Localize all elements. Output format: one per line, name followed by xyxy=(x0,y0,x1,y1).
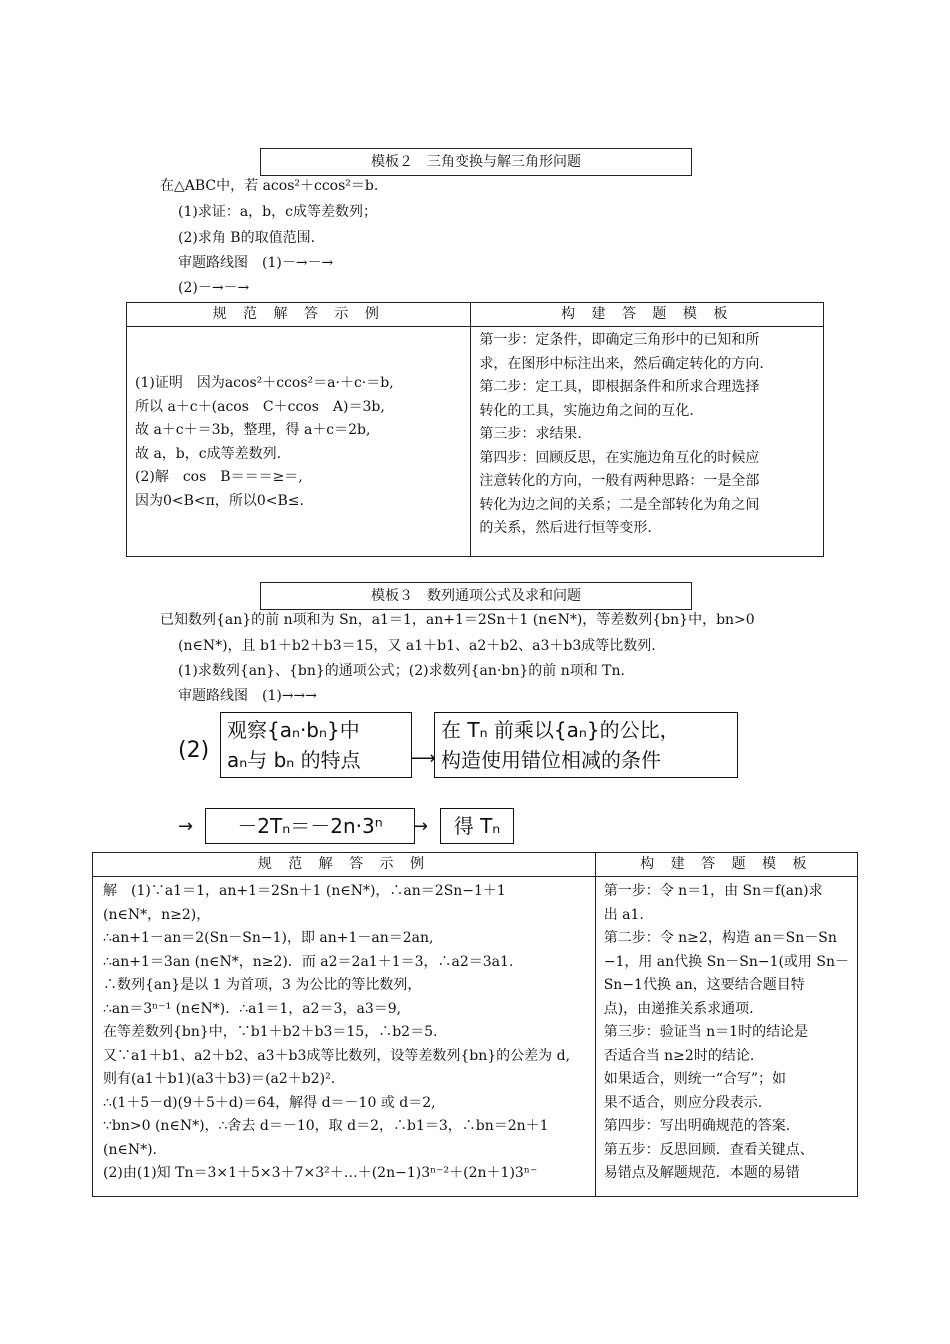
template2-table xyxy=(126,302,824,557)
solution-line: 则有(a1＋b1)(a3＋b3)＝(a2＋b2)². xyxy=(103,1071,336,1087)
solution-line: 又∵a1＋b1、a2＋b2、a3＋b3成等比数列，设等差数列{bn}的公差为 d, xyxy=(103,1047,571,1064)
solution-line: 故 a，b，c成等差数列. xyxy=(135,445,282,462)
template-line: −1，用 an代换 Sn－Sn−1(或用 Sn－ xyxy=(603,953,849,970)
template-line: 出 a1. xyxy=(603,906,644,923)
template-line: 的关系，然后进行恒等变形. xyxy=(479,520,652,536)
flow-box-multiply-line1: 在 Tₙ 前乘以{aₙ}的公比， xyxy=(441,718,680,742)
flow-box-observe-line1: 观察{aₙ·bₙ}中 xyxy=(227,718,360,742)
solution-line: (1)证明 因为acos²＋ccos²＝a·＋c·＝b, xyxy=(135,375,394,391)
flow-label: (2) xyxy=(178,738,210,763)
template2-problem-stem: 在△ABC中，若 acos²＋ccos²＝b. xyxy=(160,178,379,194)
template-line: 转化的工具，实施边角之间的互化. xyxy=(479,402,694,419)
solution-line: ∴数列{an}是以 1 为首项，3 为公比的等比数列， xyxy=(103,977,422,993)
template2-route-2: (2)－→－→ xyxy=(178,280,250,296)
template2-steps xyxy=(471,327,823,543)
template-line: 注意转化的方向，一般有两种思路：一是全部 xyxy=(479,473,760,489)
solution-line: 因为0<B<π，所以0<B≤. xyxy=(135,492,304,509)
solution-line: 解 (1)∵a1＝1，an+1＝2Sn＋1 (n∈N*)，∴an＝2Sn−1＋1 xyxy=(103,883,506,899)
solution-line: ∴(1＋5－d)(9＋5＋d)＝64，解得 d＝－10 或 d＝2, xyxy=(103,1094,436,1111)
solution-line: 故 a＋c＋＝3b，整理，得 a＋c＝2b, xyxy=(135,422,371,438)
solution-line: ∵bn>0 (n∈N*)，∴舍去 d＝－10，取 d＝2，∴b1＝3，∴bn＝2n＋1 xyxy=(103,1118,549,1134)
solution-line: ∴an+1＝3an (n∈N*，n≥2)．而 a2＝2a1＋1＝3，∴a2＝3a1. xyxy=(103,953,514,970)
arrow-right-icon: → xyxy=(413,816,429,837)
template3-steps xyxy=(596,877,857,1188)
flow-box-result: 得 Tₙ xyxy=(440,808,514,844)
arrow-right-icon: → xyxy=(178,816,194,837)
template3-left-header: 规 范 解 答 示 例 xyxy=(257,856,430,872)
template-line: 第四步：写出明确规范的答案. xyxy=(603,1118,791,1134)
template-line: 转化为边之间的关系；二是全部转化为角之间 xyxy=(479,496,760,513)
template-line: 求，在图形中标注出来，然后确定转化的方向. xyxy=(479,355,764,372)
template-line: 第五步：反思回顾．查看关键点、 xyxy=(603,1141,814,1158)
template-line: Sn−1代换 an，这要结合题目特 xyxy=(603,977,805,993)
template2-right-header: 构 建 答 题 模 板 xyxy=(561,306,734,322)
template-line: 点)，由递推关系求通项. xyxy=(603,1000,754,1017)
flow-box-observe-line2: aₙ与 bₙ 的特点 xyxy=(227,748,361,772)
solution-line: 所以 a＋c＋(acos C＋ccos A)＝3b, xyxy=(135,398,385,415)
template-line: 否适合当 n≥2时的结论. xyxy=(603,1047,755,1064)
template-line: 第二步：令 n≥2，构造 an＝Sn－Sn xyxy=(603,930,837,946)
template3-table xyxy=(92,852,858,1197)
solution-line: ∴an+1－an＝2(Sn－Sn−1)，即 an+1－an＝2an, xyxy=(103,930,434,946)
flow-box-equation: －2Tₙ＝－2n·3ⁿ xyxy=(205,808,415,844)
template-line: 第三步：求结果. xyxy=(479,426,582,442)
template-line: 果不适合，则应分段表示. xyxy=(603,1094,763,1111)
flow-box-observe xyxy=(220,712,412,778)
template2-left-header: 规 范 解 答 示 例 xyxy=(212,306,385,322)
template3-solution xyxy=(93,877,595,1188)
template3-problem-line1: 已知数列{an}的前 n项和为 Sn，a1＝1，an+1＝2Sn＋1 (n∈N*)，等差数列{bn}中，bn>0 xyxy=(160,612,755,628)
template2-problem-part2: (2)求角 B的取值范围. xyxy=(178,230,316,246)
template3-right-header: 构 建 答 题 模 板 xyxy=(640,856,813,872)
template-line: 第一步：定条件，即确定三角形中的已知和所 xyxy=(479,332,760,348)
flow-box-multiply-line2: 构造使用错位相减的条件 xyxy=(441,748,661,772)
template-line: 第一步：令 n＝1，由 Sn＝f(an)求 xyxy=(603,883,823,899)
solution-line: (n∈N*，n≥2)， xyxy=(103,906,211,923)
template3-route-1: 审题路线图 (1)→→→ xyxy=(178,688,318,704)
solution-line: (n∈N*). xyxy=(103,1141,158,1158)
template-line: 第四步：回顾反思，在实施边角互化的时候应 xyxy=(479,449,760,466)
flow-box-multiply xyxy=(434,712,738,778)
template2-title: 模板２ 三角变换与解三角形问题 xyxy=(260,148,692,176)
template-line: 易错点及解题规范．本题的易错 xyxy=(603,1165,800,1181)
solution-line: ∴an＝3ⁿ⁻¹ (n∈N*)．∴a1＝1，a2＝3，a3＝9, xyxy=(103,1000,402,1017)
template3-problem-line2: (n∈N*)，且 b1＋b2＋b3＝15，又 a1＋b1、a2＋b2、a3＋b3成等比数列. xyxy=(178,638,656,654)
template2-route-1: 审题路线图 (1)－→－→ xyxy=(178,255,334,271)
template-line: 第三步：验证当 n＝1时的结论是 xyxy=(603,1024,809,1040)
arrow-right-icon: ⟶ xyxy=(410,748,436,769)
template-line: 如果适合，则统一“合写”；如 xyxy=(603,1071,787,1087)
template-line: 第二步：定工具，即根据条件和所求合理选择 xyxy=(479,379,760,395)
template2-solution xyxy=(127,368,470,515)
solution-line: (2)由(1)知 Tn＝3×1＋5×3＋7×3²＋…＋(2n−1)3ⁿ⁻²＋(2n＋1)3ⁿ⁻ xyxy=(103,1165,538,1181)
template3-problem-line3: (1)求数列{an}、{bn}的通项公式；(2)求数列{an·bn}的前 n项和 Tn. xyxy=(178,663,625,679)
solution-line: (2)解 cos B＝＝＝≥＝, xyxy=(135,469,303,485)
solution-line: 在等差数列{bn}中，∵b1＋b2＋b3＝15，∴b2＝5. xyxy=(103,1024,438,1040)
template3-title: 模板３ 数列通项公式及求和问题 xyxy=(260,582,692,610)
template2-problem-part1: (1)求证：a，b，c成等差数列； xyxy=(178,204,377,220)
